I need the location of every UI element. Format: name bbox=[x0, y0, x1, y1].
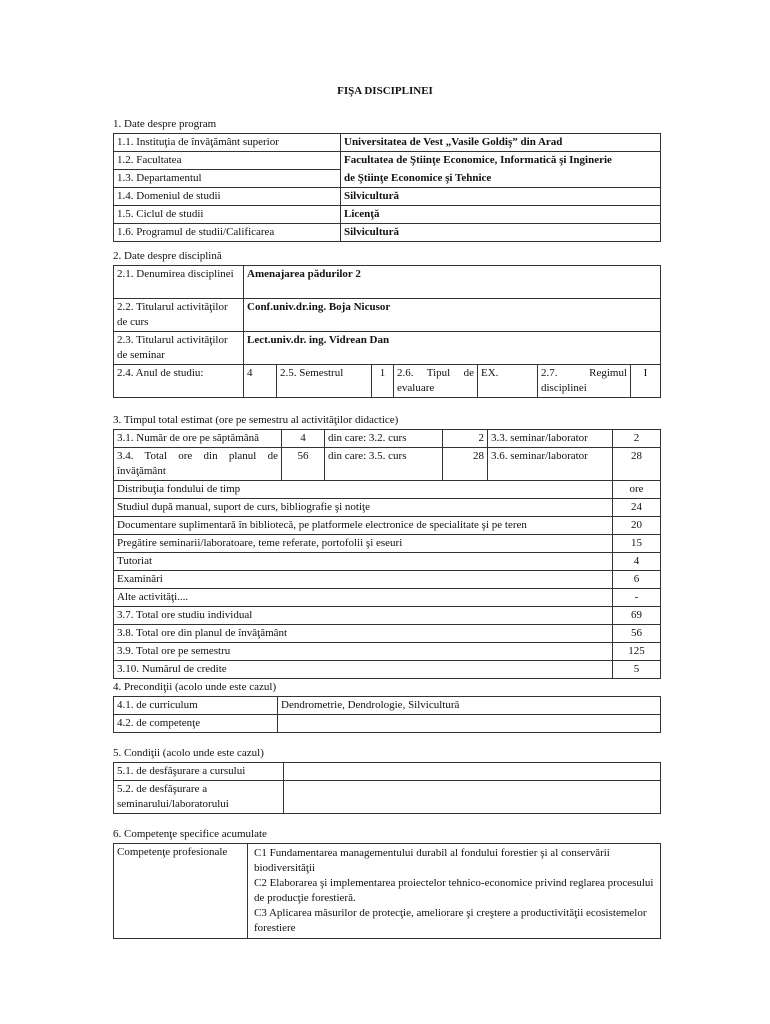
row-label: 3.9. Total ore pe semestru bbox=[114, 643, 613, 661]
table-row bbox=[114, 481, 661, 499]
row-value: 125 bbox=[613, 643, 661, 661]
table-row bbox=[114, 553, 661, 571]
row-label: 2.3. Titularul activităţilor de seminar bbox=[114, 332, 244, 365]
row-label: 3.4. Total ore din planul de învăţământ bbox=[114, 448, 282, 481]
row-value: 20 bbox=[613, 517, 661, 535]
row-value: 24 bbox=[613, 499, 661, 517]
row-label: 3.1. Număr de ore pe săptămână bbox=[114, 430, 282, 448]
competence-c2: C2 Elaborarea şi implementarea proiectelor tehnico-economice privind reglarea procesului de producţie forestieră. bbox=[254, 877, 654, 904]
conditions-table bbox=[113, 762, 661, 814]
table-row bbox=[114, 571, 661, 589]
table-row bbox=[114, 499, 661, 517]
row-label: 1.6. Programul de studii/Calificarea bbox=[114, 224, 341, 242]
program-table bbox=[113, 133, 661, 242]
row-label: 3.10. Numărul de credite bbox=[114, 661, 613, 679]
section-6-heading: 6. Competenţe specifice acumulate bbox=[113, 828, 267, 840]
row-value: 4 bbox=[613, 553, 661, 571]
regime-label: 2.7. Regimul disciplinei bbox=[538, 365, 631, 398]
evaluation-label: 2.6. Tipul de evaluare bbox=[394, 365, 478, 398]
seminar-value: 28 bbox=[613, 448, 661, 481]
time-table bbox=[113, 429, 661, 679]
table-row bbox=[114, 224, 661, 242]
regime-value: I bbox=[631, 365, 661, 398]
table-row bbox=[114, 697, 661, 715]
table-row bbox=[114, 607, 661, 625]
competences-label: Competenţe profesionale bbox=[114, 844, 248, 939]
competence-c3: C3 Aplicarea măsurilor de protecţie, ameliorare şi creştere a productivităţii ecosistemelor forestiere bbox=[254, 907, 647, 934]
year-label: 2.4. Anul de studiu: bbox=[114, 365, 244, 398]
row-value bbox=[278, 715, 661, 733]
seminar-value: 2 bbox=[613, 430, 661, 448]
row-label: Pregătire seminarii/laboratoare, teme referate, portofolii şi eseuri bbox=[114, 535, 613, 553]
table-row bbox=[114, 299, 661, 332]
row-label: 3.7. Total ore studiu individual bbox=[114, 607, 613, 625]
row-label: Studiul după manual, suport de curs, bibliografie şi notiţe bbox=[114, 499, 613, 517]
row-label: 1.3. Departamentul bbox=[114, 170, 341, 188]
semester-value: 1 bbox=[372, 365, 394, 398]
table-row bbox=[114, 763, 661, 781]
competence-c1: C1 Fundamentarea managementului durabil al fondului forestier şi al conservării biodiversităţii bbox=[254, 847, 610, 874]
table-row bbox=[114, 535, 661, 553]
table-row bbox=[114, 844, 661, 939]
section-5-heading: 5. Condiţii (acolo unde este cazul) bbox=[113, 747, 264, 759]
section-1-heading: 1. Date despre program bbox=[113, 118, 217, 130]
row-label: 3.8. Total ore din planul de învăţământ bbox=[114, 625, 613, 643]
course-label: din care: 3.5. curs bbox=[325, 448, 443, 481]
row-value: 56 bbox=[613, 625, 661, 643]
row-value bbox=[284, 763, 661, 781]
year-value: 4 bbox=[244, 365, 277, 398]
table-row bbox=[114, 625, 661, 643]
table-row bbox=[114, 715, 661, 733]
row-value: Dendrometrie, Dendrologie, Silvicultură bbox=[278, 697, 661, 715]
course-value: 28 bbox=[443, 448, 488, 481]
course-label: din care: 3.2. curs bbox=[325, 430, 443, 448]
row-value: Silvicultură bbox=[341, 188, 661, 206]
row-value: 6 bbox=[613, 571, 661, 589]
row-value bbox=[284, 781, 661, 814]
row-value: Facultatea de Ştiinţe Economice, Informatică şi Inginerie bbox=[341, 152, 661, 170]
table-row bbox=[114, 170, 661, 188]
row-label: 1.4. Domeniul de studii bbox=[114, 188, 341, 206]
seminar-holder: Lect.univ.dr. ing. Vidrean Dan bbox=[244, 332, 661, 365]
row-label: 4.2. de competenţe bbox=[114, 715, 278, 733]
row-label: 1.2. Facultatea bbox=[114, 152, 341, 170]
table-row bbox=[114, 188, 661, 206]
course-value: 2 bbox=[443, 430, 488, 448]
table-row bbox=[114, 266, 661, 299]
table-row bbox=[114, 589, 661, 607]
row-value: de Ştiinţe Economice şi Tehnice bbox=[341, 170, 661, 188]
seminar-label: 3.6. seminar/laborator bbox=[488, 448, 613, 481]
row-value: - bbox=[613, 589, 661, 607]
row-label: 1.1. Instituţia de învăţământ superior bbox=[114, 134, 341, 152]
row-value: Universitatea de Vest „Vasile Goldiş” din Arad bbox=[341, 134, 661, 152]
table-row bbox=[114, 134, 661, 152]
row-label: Examinări bbox=[114, 571, 613, 589]
row-label: 5.2. de desfăşurare a seminarului/laboratorului bbox=[114, 781, 284, 814]
table-row bbox=[114, 332, 661, 365]
row-label: Documentare suplimentară în bibliotecă, pe platformele electronice de specialitate şi pe teren bbox=[114, 517, 613, 535]
course-holder: Conf.univ.dr.ing. Boja Nicusor bbox=[244, 299, 661, 332]
discipline-name: Amenajarea pădurilor 2 bbox=[244, 266, 661, 299]
row-value: 56 bbox=[282, 448, 325, 481]
section-2-heading: 2. Date despre disciplină bbox=[113, 250, 222, 262]
discipline-table bbox=[113, 265, 661, 398]
row-value: Silvicultură bbox=[341, 224, 661, 242]
row-value: Licenţă bbox=[341, 206, 661, 224]
row-label: Tutoriat bbox=[114, 553, 613, 571]
row-value: 4 bbox=[282, 430, 325, 448]
section-3-heading: 3. Timpul total estimat (ore pe semestru al activităţilor didactice) bbox=[113, 414, 399, 426]
seminar-label: 3.3. seminar/laborator bbox=[488, 430, 613, 448]
row-value: ore bbox=[613, 481, 661, 499]
row-label: Distribuţia fondului de timp bbox=[114, 481, 613, 499]
row-value: 15 bbox=[613, 535, 661, 553]
table-row bbox=[114, 661, 661, 679]
table-row bbox=[114, 152, 661, 170]
row-label: 2.2. Titularul activităţilor de curs bbox=[114, 299, 244, 332]
semester-label: 2.5. Semestrul bbox=[277, 365, 372, 398]
section-4-heading: 4. Precondiţii (acolo unde este cazul) bbox=[113, 681, 277, 693]
row-label: 1.5. Ciclul de studii bbox=[114, 206, 341, 224]
table-row bbox=[114, 517, 661, 535]
page-title: FIŞA DISCIPLINEI bbox=[337, 85, 433, 97]
table-row bbox=[114, 430, 661, 448]
row-value: 5 bbox=[613, 661, 661, 679]
evaluation-value: EX. bbox=[478, 365, 538, 398]
table-row bbox=[114, 643, 661, 661]
competences-table bbox=[113, 843, 661, 939]
row-label: 5.1. de desfăşurare a cursului bbox=[114, 763, 284, 781]
row-label: Alte activităţi.... bbox=[114, 589, 613, 607]
row-label: 4.1. de curriculum bbox=[114, 697, 278, 715]
table-row bbox=[114, 448, 661, 481]
table-row bbox=[114, 781, 661, 814]
preconditions-table bbox=[113, 696, 661, 733]
table-row bbox=[114, 365, 661, 398]
row-value: 69 bbox=[613, 607, 661, 625]
row-label: 2.1. Denumirea disciplinei bbox=[114, 266, 244, 299]
competences-list bbox=[248, 844, 661, 939]
table-row bbox=[114, 206, 661, 224]
